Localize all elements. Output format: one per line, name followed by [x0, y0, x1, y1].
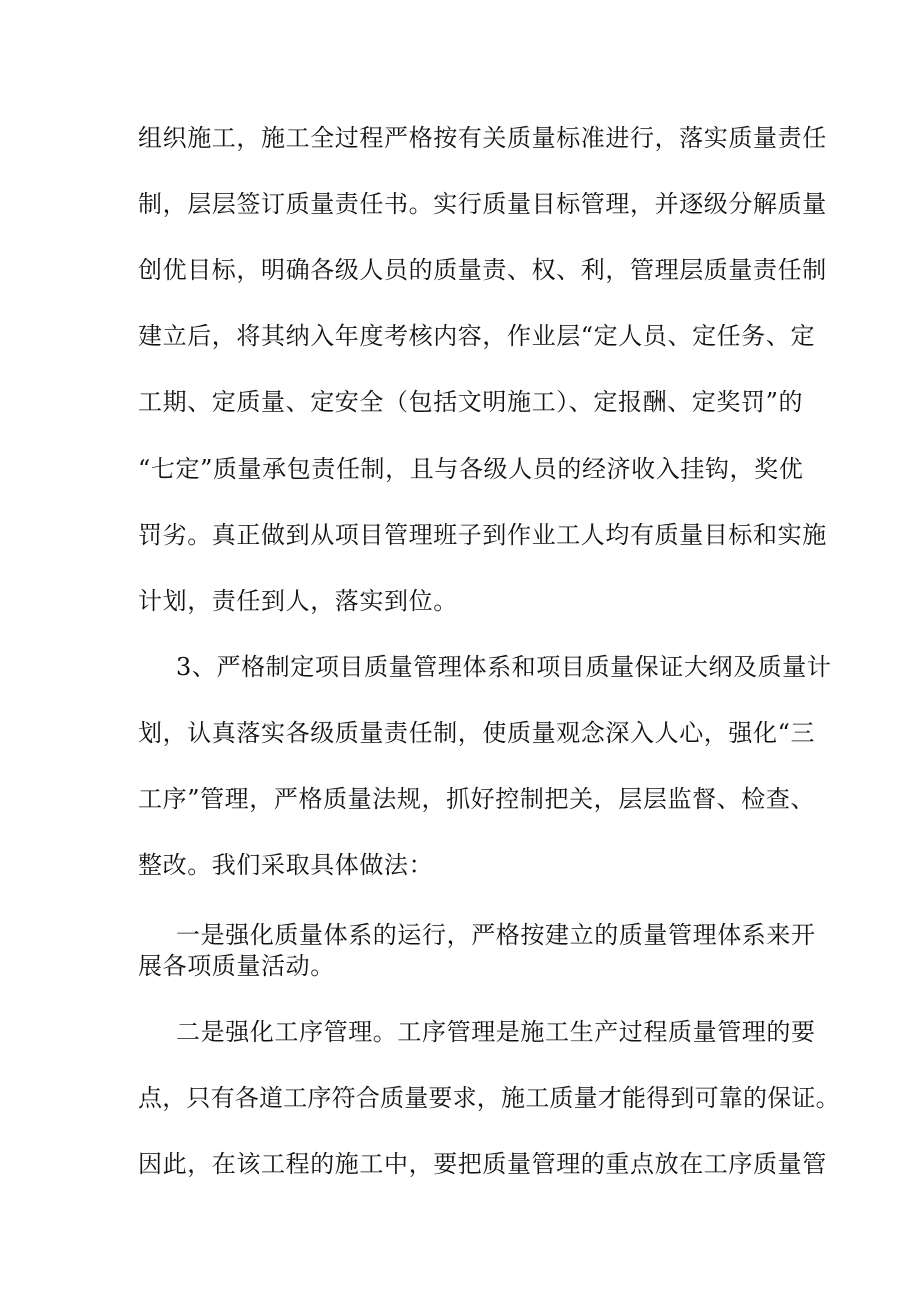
text-line: 一是强化质量体系的运行，严格按建立的质量管理体系来开 [176, 921, 816, 949]
text-line: 制，层层签订质量责任书。实行质量目标管理，并逐级分解质量 [138, 190, 827, 218]
text-line: 建立后，将其纳入年度考核内容，作业层“定人员、定任务、定 [138, 322, 816, 350]
text-line: 划，认真落实各级质量责任制，使质量观念深入人心，强化“三 [138, 719, 816, 747]
text-line: 点，只有各道工序符合质量要求，施工质量才能得到可靠的保证。 [138, 1084, 840, 1112]
text-line: 3、严格制定项目质量管理体系和项目质量保证大纲及质量计 [176, 653, 832, 681]
text-line: 整改。我们采取具体做法： [138, 851, 434, 879]
text-line: 罚劣。真正做到从项目管理班子到作业工人均有质量目标和实施 [138, 521, 827, 549]
text-line: 组织施工，施工全过程严格按有关质量标准进行，落实质量责任 [138, 124, 827, 152]
text-line: “七定”质量承包责任制，且与各级人员的经济收入挂钩，奖优 [138, 455, 804, 483]
text-line: 二是强化工序管理。工序管理是施工生产过程质量管理的要 [176, 1018, 816, 1046]
text-line: 创优目标，明确各级人员的质量责、权、利，管理层质量责任制 [138, 256, 827, 284]
text-line: 工期、定质量、定安全（包括文明施工）、定报酬、定奖罚”的 [138, 388, 804, 416]
text-line: 计划，责任到人，落实到位。 [138, 587, 458, 615]
text-line: 因此，在该工程的施工中，要把质量管理的重点放在工序质量管 [138, 1150, 827, 1178]
text-line: 展各项质量活动。 [138, 952, 335, 980]
text-line: 工序”管理，严格质量法规，抓好控制把关，层层监督、检查、 [138, 785, 816, 813]
